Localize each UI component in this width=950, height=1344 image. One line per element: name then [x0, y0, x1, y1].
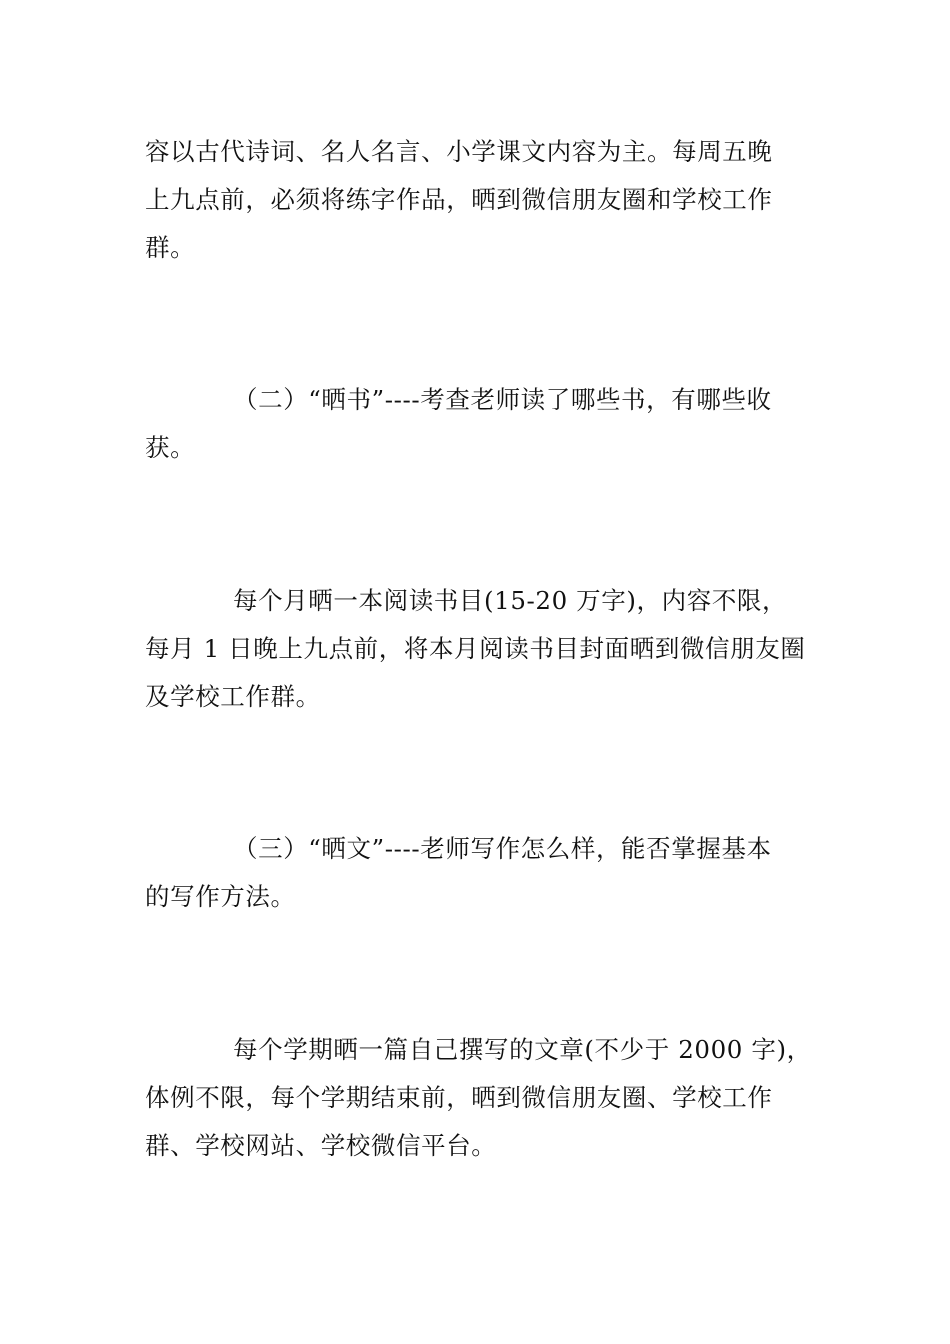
paragraph-line: 每月 1 日晚上九点前，将本月阅读书目封面晒到微信朋友圈	[145, 634, 806, 663]
paragraph-line: 体例不限，每个学期结束前，晒到微信朋友圈、学校工作	[145, 1083, 773, 1112]
heading-line: （三）“晒文”----老师写作怎么样，能否掌握基本	[233, 834, 772, 863]
paragraph-share-books-rules	[145, 577, 807, 721]
paragraph-line: 群。	[145, 233, 196, 262]
heading-line: （二）“晒书”----考查老师读了哪些书，有哪些收	[233, 385, 772, 414]
paragraph-line: 每个学期晒一篇自己撰写的文章(不少于 2000 字)，	[233, 1035, 812, 1064]
paragraph-share-writing-rules	[145, 1026, 812, 1170]
paragraph-line: 上九点前，必须将练字作品，晒到微信朋友圈和学校工作	[145, 185, 773, 214]
section-heading-share-writing	[145, 825, 807, 921]
paragraph-line: 每个月晒一本阅读书目(15-20 万字)，内容不限，	[233, 586, 788, 615]
paragraph-line: 及学校工作群。	[145, 682, 321, 711]
paragraph-line: 群、学校网站、学校微信平台。	[145, 1131, 497, 1160]
paragraph-calligraphy-continued	[145, 128, 807, 272]
paragraph-line: 容以古代诗词、名人名言、小学课文内容为主。每周五晚	[145, 137, 773, 166]
heading-line: 获。	[145, 433, 196, 462]
heading-line: 的写作方法。	[145, 882, 296, 911]
section-heading-share-books	[145, 376, 807, 472]
